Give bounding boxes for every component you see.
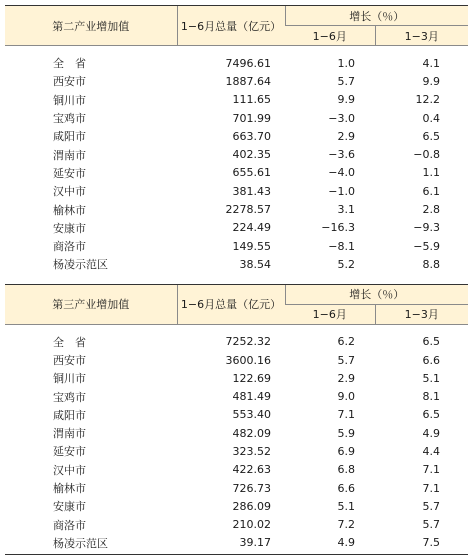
growth-q1-value: 2.8	[375, 200, 468, 218]
growth-h1-value: 9.0	[285, 387, 375, 405]
growth-q1-value: 6.6	[375, 351, 468, 369]
growth-h1-value: 6.9	[285, 442, 375, 460]
region-name: 汉中市	[5, 461, 177, 479]
table-row	[5, 387, 468, 405]
table-row	[5, 219, 468, 237]
total-value: 7252.32	[177, 324, 285, 351]
total-value: 122.69	[177, 369, 285, 387]
total-value: 210.02	[177, 516, 285, 534]
growth-q1-value: 4.1	[375, 46, 468, 73]
growth-q1-value: 4.9	[375, 424, 468, 442]
total-value: 701.99	[177, 109, 285, 127]
region-name: 榆林市	[5, 479, 177, 497]
region-name: 杨凌示范区	[5, 255, 177, 275]
table-row	[5, 461, 468, 479]
table-row	[5, 324, 468, 351]
growth-q1-value: 5.1	[375, 369, 468, 387]
growth-h1-value: 5.9	[285, 424, 375, 442]
header-total: 1−6月总量（亿元）	[177, 284, 285, 324]
growth-h1-value: 5.1	[285, 497, 375, 515]
growth-q1-value: 9.9	[375, 72, 468, 90]
region-name: 渭南市	[5, 424, 177, 442]
growth-q1-value: 5.7	[375, 497, 468, 515]
growth-h1-value: −16.3	[285, 219, 375, 237]
growth-h1-value: 7.1	[285, 406, 375, 424]
growth-h1-value: −4.0	[285, 164, 375, 182]
growth-q1-value: 6.5	[375, 324, 468, 351]
growth-q1-value: 5.7	[375, 516, 468, 534]
growth-h1-value: 7.2	[285, 516, 375, 534]
table-row	[5, 72, 468, 90]
growth-h1-value: 2.9	[285, 127, 375, 145]
total-value: 323.52	[177, 442, 285, 460]
table-row	[5, 237, 468, 255]
total-value: 1887.64	[177, 72, 285, 90]
total-value: 481.49	[177, 387, 285, 405]
tertiary-industry-table	[5, 284, 468, 555]
growth-q1-value: −5.9	[375, 237, 468, 255]
total-value: 381.43	[177, 182, 285, 200]
total-value: 402.35	[177, 145, 285, 163]
growth-q1-value: −0.8	[375, 145, 468, 163]
table-row	[5, 145, 468, 163]
growth-h1-value: 9.9	[285, 91, 375, 109]
growth-q1-value: 1.1	[375, 164, 468, 182]
table-row	[5, 109, 468, 127]
total-value: 655.61	[177, 164, 285, 182]
region-name: 延安市	[5, 164, 177, 182]
table-row	[5, 46, 468, 73]
total-value: 553.40	[177, 406, 285, 424]
table-row	[5, 424, 468, 442]
region-name: 全 省	[5, 324, 177, 351]
region-name: 铜川市	[5, 369, 177, 387]
growth-h1-value: 1.0	[285, 46, 375, 73]
total-value: 2278.57	[177, 200, 285, 218]
section-title: 第三产业增加值	[5, 284, 177, 324]
growth-q1-value: 0.4	[375, 109, 468, 127]
growth-q1-value: −9.3	[375, 219, 468, 237]
header-h1: 1−6月	[285, 26, 375, 46]
growth-h1-value: −8.1	[285, 237, 375, 255]
secondary-industry-table	[5, 5, 468, 276]
total-value: 38.54	[177, 255, 285, 275]
table-row	[5, 497, 468, 515]
growth-q1-value: 8.1	[375, 387, 468, 405]
region-name: 咸阳市	[5, 127, 177, 145]
total-value: 726.73	[177, 479, 285, 497]
statistics-tables	[5, 5, 468, 555]
growth-h1-value: 6.8	[285, 461, 375, 479]
region-name: 西安市	[5, 351, 177, 369]
region-name: 安康市	[5, 497, 177, 515]
growth-q1-value: 12.2	[375, 91, 468, 109]
region-name: 商洛市	[5, 237, 177, 255]
region-name: 渭南市	[5, 145, 177, 163]
header-q1: 1−3月	[375, 26, 468, 46]
table-row	[5, 534, 468, 554]
region-name: 汉中市	[5, 182, 177, 200]
growth-h1-value: 6.2	[285, 324, 375, 351]
growth-h1-value: 2.9	[285, 369, 375, 387]
table-row	[5, 479, 468, 497]
table-row	[5, 516, 468, 534]
table-row	[5, 200, 468, 218]
growth-h1-value: 5.2	[285, 255, 375, 275]
growth-q1-value: 4.4	[375, 442, 468, 460]
total-value: 482.09	[177, 424, 285, 442]
header-growth: 增长（％）	[285, 284, 468, 304]
table-row	[5, 351, 468, 369]
growth-q1-value: 6.5	[375, 406, 468, 424]
total-value: 3600.16	[177, 351, 285, 369]
region-name: 全 省	[5, 46, 177, 73]
growth-h1-value: −3.0	[285, 109, 375, 127]
table-bottom-rule	[5, 554, 468, 555]
region-name: 西安市	[5, 72, 177, 90]
growth-h1-value: 4.9	[285, 534, 375, 554]
region-name: 安康市	[5, 219, 177, 237]
region-name: 商洛市	[5, 516, 177, 534]
total-value: 149.55	[177, 237, 285, 255]
section-title: 第二产业增加值	[5, 6, 177, 46]
growth-h1-value: 5.7	[285, 351, 375, 369]
table-row	[5, 164, 468, 182]
growth-q1-value: 6.1	[375, 182, 468, 200]
table-row	[5, 182, 468, 200]
growth-q1-value: 7.1	[375, 461, 468, 479]
header-growth: 增长（％）	[285, 6, 468, 26]
region-name: 宝鸡市	[5, 387, 177, 405]
region-name: 杨凌示范区	[5, 534, 177, 554]
table-row	[5, 91, 468, 109]
region-name: 宝鸡市	[5, 109, 177, 127]
region-name: 榆林市	[5, 200, 177, 218]
table-row	[5, 255, 468, 275]
table-row	[5, 442, 468, 460]
header-total: 1−6月总量（亿元）	[177, 6, 285, 46]
region-name: 咸阳市	[5, 406, 177, 424]
region-name: 铜川市	[5, 91, 177, 109]
growth-h1-value: −3.6	[285, 145, 375, 163]
header-h1: 1−6月	[285, 304, 375, 324]
total-value: 39.17	[177, 534, 285, 554]
table-row	[5, 369, 468, 387]
growth-h1-value: 5.7	[285, 72, 375, 90]
growth-q1-value: 7.5	[375, 534, 468, 554]
growth-h1-value: −1.0	[285, 182, 375, 200]
total-value: 111.65	[177, 91, 285, 109]
table-row	[5, 406, 468, 424]
total-value: 224.49	[177, 219, 285, 237]
growth-q1-value: 7.1	[375, 479, 468, 497]
region-name: 延安市	[5, 442, 177, 460]
growth-q1-value: 8.8	[375, 255, 468, 275]
total-value: 663.70	[177, 127, 285, 145]
growth-h1-value: 3.1	[285, 200, 375, 218]
total-value: 422.63	[177, 461, 285, 479]
total-value: 286.09	[177, 497, 285, 515]
growth-h1-value: 6.6	[285, 479, 375, 497]
total-value: 7496.61	[177, 46, 285, 73]
growth-q1-value: 6.5	[375, 127, 468, 145]
table-row	[5, 127, 468, 145]
header-q1: 1−3月	[375, 304, 468, 324]
